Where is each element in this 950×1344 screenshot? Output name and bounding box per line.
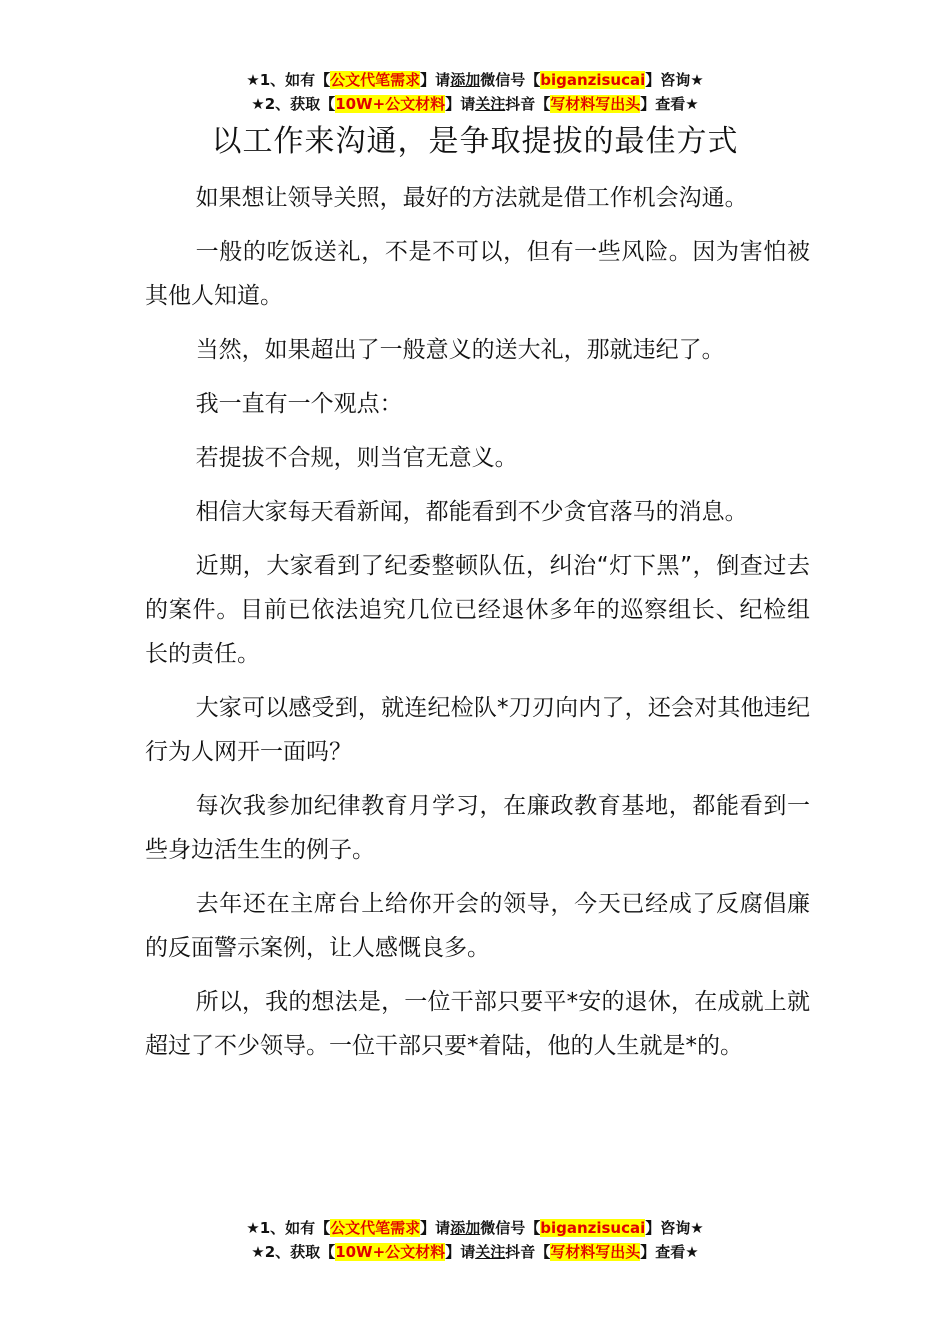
header-line-2-text: 】查看★ <box>640 95 699 113</box>
footer-line-1-text: ★1、如有【 <box>246 1219 331 1237</box>
paragraph: 相信大家每天看新闻，都能看到不少贪官落马的消息。 <box>195 499 748 525</box>
paragraph: 我一直有一个观点： <box>195 391 403 417</box>
paragraph: 所以，我的想法是，一位干部只要平*安的退休，在成就上就超过了不少领导。一位干部只要*着陆，他的人生就是*的。 <box>145 989 810 1059</box>
materials-highlight: 10W+公文材料 <box>335 95 446 113</box>
follow-underline: 关注 <box>475 1243 506 1261</box>
paragraph: 若提拔不合规，则当官无意义。 <box>195 445 518 471</box>
header-line-2 <box>0 92 950 116</box>
header-line-1-text: 微信号【 <box>480 71 541 89</box>
paragraph: 近期，大家看到了纪委整顿队伍，纠治“灯下黑”，倒查过去的案件。目前已依法追究几位已经退休多年的巡察组长、纪检组长的责任。 <box>145 553 810 667</box>
ghostwriting-highlight: 公文代笔需求 <box>330 1219 421 1237</box>
footer-line-1 <box>0 1216 950 1240</box>
document-title: 以工作来沟通，是争取提拔的最佳方式 <box>211 124 739 159</box>
header-line-1-text: 】咨询★ <box>645 71 704 89</box>
header-line-1-text: ★1、如有【 <box>246 71 331 89</box>
header-line-1-text: 】请 <box>420 71 451 89</box>
douyin-account-highlight: 写材料写出头 <box>550 1243 641 1261</box>
footer-line-2-text: 抖音【 <box>505 1243 551 1261</box>
paragraph: 大家可以感受到，就连纪检队*刀刃向内了，还会对其他违纪行为人网开一面吗？ <box>145 695 810 765</box>
add-underline: 添加 <box>450 71 481 89</box>
header-banner <box>0 68 950 116</box>
footer-line-1-text: 】请 <box>420 1219 451 1237</box>
wechat-id-highlight: biganzisucai <box>540 1219 646 1237</box>
paragraph: 当然，如果超出了一般意义的送大礼，那就违纪了。 <box>195 337 725 363</box>
header-line-2-text: 】请 <box>445 95 476 113</box>
douyin-account-highlight: 写材料写出头 <box>550 95 641 113</box>
paragraph: 每次我参加纪律教育月学习，在廉政教育基地，都能看到一些身边活生生的例子。 <box>145 793 810 863</box>
document-body <box>145 176 810 1078</box>
footer-banner <box>0 1216 950 1264</box>
ghostwriting-highlight: 公文代笔需求 <box>330 71 421 89</box>
follow-underline: 关注 <box>475 95 506 113</box>
header-line-2-text: ★2、获取【 <box>251 95 336 113</box>
footer-line-2 <box>0 1240 950 1264</box>
wechat-id-highlight: biganzisucai <box>540 71 646 89</box>
paragraph: 去年还在主席台上给你开会的领导，今天已经成了反腐倡廉的反面警示案例，让人感慨良多。 <box>145 891 810 961</box>
paragraph: 一般的吃饭送礼，不是不可以，但有一些风险。因为害怕被其他人知道。 <box>145 239 810 309</box>
footer-line-2-text: 】查看★ <box>640 1243 699 1261</box>
materials-highlight: 10W+公文材料 <box>335 1243 446 1261</box>
header-line-2-text: 抖音【 <box>505 95 551 113</box>
header-line-1 <box>0 68 950 92</box>
footer-line-2-text: ★2、获取【 <box>251 1243 336 1261</box>
add-underline: 添加 <box>450 1219 481 1237</box>
footer-line-2-text: 】请 <box>445 1243 476 1261</box>
footer-line-1-text: 微信号【 <box>480 1219 541 1237</box>
footer-line-1-text: 】咨询★ <box>645 1219 704 1237</box>
paragraph: 如果想让领导关照，最好的方法就是借工作机会沟通。 <box>195 185 748 211</box>
